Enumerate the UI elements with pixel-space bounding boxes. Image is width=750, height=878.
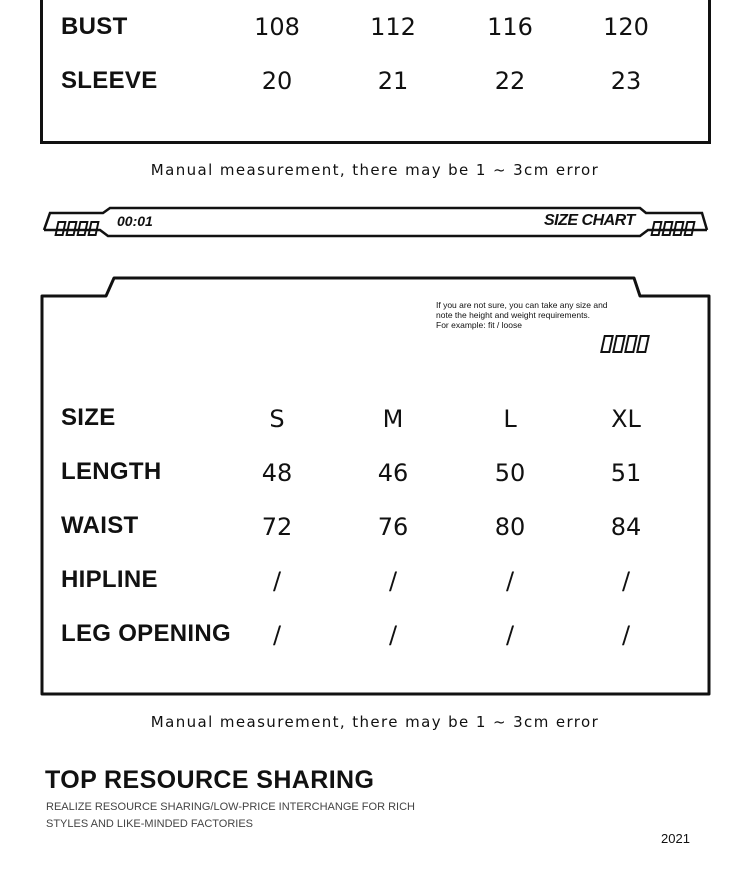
- banner-title: SIZE CHART: [544, 212, 635, 229]
- cell: 120: [603, 13, 649, 41]
- cell: 20: [261, 67, 293, 95]
- cell: 23: [610, 67, 642, 95]
- footer-subline: REALIZE RESOURCE SHARING/LOW-PRICE INTERCHANGE FOR RICH: [46, 801, 415, 813]
- cell: 76: [377, 513, 409, 541]
- cell: 50: [494, 459, 526, 487]
- banner-left-squares-icon: [54, 221, 99, 236]
- banner-time: 00:01: [117, 213, 153, 229]
- cell: 46: [377, 459, 409, 487]
- footer-year: 2021: [661, 831, 690, 846]
- cell: /: [505, 567, 515, 595]
- cell: /: [388, 567, 398, 595]
- cell: 108: [254, 13, 300, 41]
- row-label-size: SIZE: [61, 404, 116, 431]
- cell: 72: [261, 513, 293, 541]
- banner-frame: [0, 200, 750, 248]
- cell: /: [272, 567, 282, 595]
- cell: 48: [261, 459, 293, 487]
- cell: 84: [610, 513, 642, 541]
- size-hint: [436, 300, 608, 330]
- measurement-note: Manual measurement, there may be 1 ~ 3cm error: [150, 713, 600, 731]
- size-header-cell: L: [503, 405, 517, 433]
- cell: /: [621, 621, 631, 649]
- cell: 21: [377, 67, 409, 95]
- cell: 80: [494, 513, 526, 541]
- cell: /: [388, 621, 398, 649]
- row-label-hipline: HIPLINE: [61, 566, 158, 593]
- cell: /: [505, 621, 515, 649]
- cell: /: [272, 621, 282, 649]
- cell: /: [621, 567, 631, 595]
- size-hint-line: If you are not sure, you can take any size and: [436, 300, 608, 310]
- cell: 51: [610, 459, 642, 487]
- footer-heading: TOP RESOURCE SHARING: [45, 766, 375, 794]
- row-label-leg-opening: LEG OPENING: [61, 620, 231, 647]
- size-hint-line: For example: fit / loose: [436, 320, 522, 330]
- cell: 22: [494, 67, 526, 95]
- footer-subline: STYLES AND LIKE-MINDED FACTORIES: [46, 818, 254, 830]
- row-label-length: LENGTH: [61, 458, 162, 485]
- size-header-cell: M: [382, 405, 404, 433]
- row-label-waist: WAIST: [61, 512, 139, 539]
- row-label-bust: BUST: [61, 13, 128, 40]
- size-header-cell: XL: [611, 405, 641, 433]
- banner-right-squares-icon: [650, 221, 695, 236]
- cell: 112: [370, 13, 416, 41]
- measurement-note: Manual measurement, there may be 1 ~ 3cm error: [150, 161, 600, 179]
- squares-icon: [600, 335, 650, 353]
- size-header-cell: S: [269, 405, 285, 433]
- cell: 116: [487, 13, 533, 41]
- row-label-sleeve: SLEEVE: [61, 67, 158, 94]
- size-hint-line: note the height and weight requirements.: [436, 310, 591, 320]
